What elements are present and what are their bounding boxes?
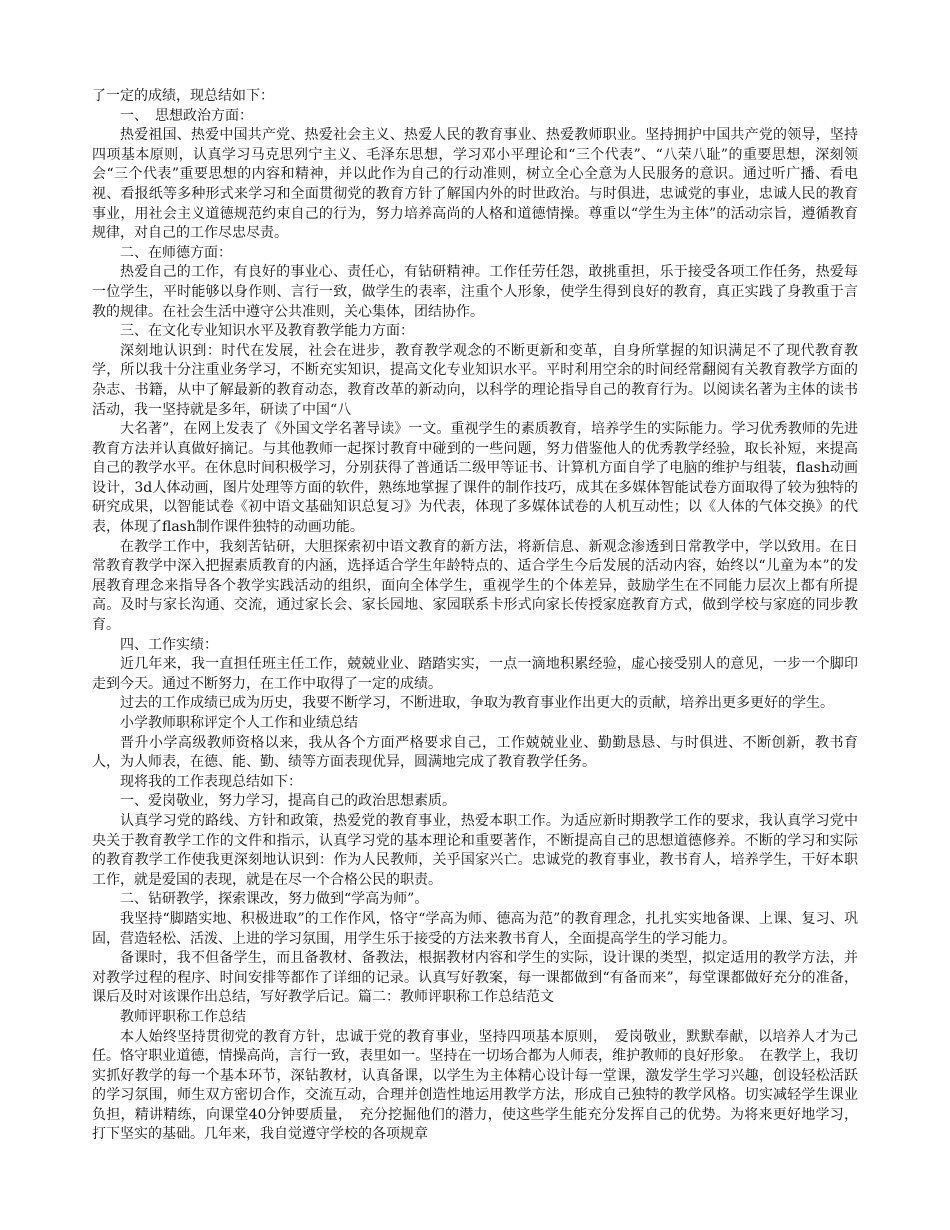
paragraph-promotion: 晋升小学高级教师资格以来，我从各个方面严格要求自己，工作兢兢业业、勤勤恳恳、与时俱进、不断创新，教书育人，为人师表，在德、能、勤、绩等方面表现优异，圆满地完成了教育教学任务。 (92, 734, 858, 771)
heading-research: 二、钻研教学，探索课改，努力做到“学高为师”。 (120, 891, 429, 908)
heading-dedication: 一、爱岗敬业，努力学习，提高自己的政治思想素质。 (120, 793, 456, 810)
section-title-summary: 小学教师职称评定个人工作和业绩总结 (120, 715, 358, 731)
paragraph-achievements: 近几年来，我一直担任班主任工作，兢兢业业、踏踏实实，一点一滴地积累经验，虚心接受别人的意见，一步一个脚印走到今天。通过不断努力，在工作中取得了一定的成绩。 (92, 656, 858, 692)
heading-achievements: 四、工作实绩： (120, 636, 218, 653)
heading-political: 一、 思想政治方面： (120, 107, 253, 124)
paragraph-reading: 大名著”，在网上发表了《外国文学名著导读》一文。重视学生的素质教育，培养学生的实际能力。学习优秀教师的先进教育方法并认真做好摘记。与其他教师一起探讨教育中碰到的一些问题，努力借鉴他人的优秀教学经验，取长补短，来提高自己的教学水平。在休息时间积极学习，分别获得了普通话二级甲等证书、计算机方面自学了电脑的维护与组装，flash动画设计，3d人体动画，图片处理等方面的软件，熟练地掌握了课件的制作技巧，成其在多媒体智能试卷方面取得了较为独特的研究成果，以智能试卷《初中语文基础知识总复习》为代表，体现了多媒体试卷的人机互动性；以《人体的气体交换》的代表，体现了flash制作课件独特的动画功能。 (92, 421, 858, 536)
document-body (92, 87, 858, 1145)
paragraph-intro: 了一定的成绩，现总结如下： (92, 88, 274, 104)
paragraph-dedication: 认真学习党的路线、方针和政策，热爱党的教育事业，热爱本职工作。为适应新时期教学工作的要求，我认真学习党中央关于教育教学工作的文件和指示，认真学习党的基本理论和重要著作，不断提高自己的思想道德修养。不断的学习和实际的教育教学工作使我更深刻地认识到：作为人民教师，关乎国家兴亡。忠诚党的教育事业，教书育人，培养学生，干好本职工作，就是爱国的表现，就是在尽一个合格公民的职责。 (92, 812, 858, 888)
paragraph-future: 过去的工作成绩已成为历史，我要不断学习，不断进取，争取为教育事业作出更大的贡献，培养出更多更好的学生。 (120, 695, 834, 712)
paragraph-preparation: 备课时，我不但备学生，而且备教材、备教法，根据教材内容和学生的实际，设计课的类型，拟定适用的教学方法，并对教学过程的程序、时间安排等都作了详细的记录。认真写好教案，每一课都做到“有备而来”，每堂课都做好充分的准备，课后及时对该课作出总结，写好教学后记。篇二：教师评职称工作总结范文 (92, 950, 858, 1006)
paragraph-knowledge: 深刻地认识到：时代在发展，社会在进步，教育教学观念的不断更新和变革，自身所掌握的知识满足不了现代教育教学，所以我十分注重业务学习，不断充实知识，提高文化专业知识水平。平时利用空余的时间经常翻阅有关教育教学方面的杂志、书籍，从中了解最新的教育动态，教育改革的新动向，以科学的理论指导自己的教育行为。以阅读名著为主体的读书活动，我一坚持就是多年，研读了中国“八 (92, 342, 858, 418)
paragraph-ethics: 热爱自己的工作，有良好的事业心、责任心，有钻研精神。工作任劳任怨，敢挑重担，乐于接受各项工作任务，热爱每一位学生，平时能够以身作则、言行一致，做学生的表率，注重个人形象，使学生得到良好的教育，真正实践了身教重于言教的规律。在社会生活中遵守公共准则，关心集体，团结协作。 (92, 264, 858, 320)
paragraph-overview: 现将我的工作表现总结如下： (120, 773, 302, 790)
paragraph-political: 热爱祖国、热爱中国共产党、热爱社会主义、热爱人民的教育事业、热爱教师职业。坚持拥护中国共产党的领导，坚持四项基本原则，认真学习马克思列宁主义、毛泽东思想，学习邓小平理论和“三个代表”、“八荣八耻”的重要思想，深刻领会“三个代表”重要思想的内容和精神，并以此作为自己的行动准则，树立全心全意为人民服务的意识。通过听广播、看电视、看报纸等多种形式来学习和全面贯彻党的教育方针了解国内外的时世政治。与时俱进，忠诚党的事业，忠诚人民的教育事业，用社会主义道德规范约束自己的行为，努力培养高尚的人格和道德情操。尊重以“学生为主体”的活动宗旨，遵循教育规律，对自己的工作尽忠尽责。 (92, 127, 858, 242)
heading-knowledge: 三、在文化专业知识水平及教育教学能力方面： (120, 323, 414, 340)
paragraph-teaching: 在教学工作中，我刻苦钻研，大胆探索初中语文教育的新方法，将新信息、新观念渗透到日常教学中，学以致用。在日常教育教学中深入把握素质教育的内涵，选择适合学生年龄特点的、适合学生今后发展的活动内容，始终以“儿童为本”的发展教育理念来指导各个教学实践活动的组织，面向全体学生，重视学生的个体差异，鼓励学生在不同能力层次上都有所提高。及时与家长沟通、交流，通过家长会、家长园地、家园联系卡形式向家长传授家庭教育方式，做到学校与家庭的同步教育。 (92, 538, 858, 634)
section-title-evaluation: 教师评职称工作总结 (120, 1008, 246, 1025)
paragraph-research: 我坚持“脚踏实地、积极进取”的工作作风，恪守“学高为师、德高为范”的教育理念，扎扎实实地备课、上课、复习、巩固，营造轻松、活泼、上进的学习氛围，用学生乐于接受的方法来教书育人，全面提高学生的学习能力。 (92, 910, 858, 947)
paragraph-evaluation: 本人始终坚持贯彻党的教育方针，忠诚于党的教育事业，坚持四项基本原则， 爱岗敬业，默默奉献，以培养人才为己任。恪守职业道德，情操高尚，言行一致，表里如一。坚持在一切场合都为人师表，维护教师的良好形象。 在教学上，我切实抓好教学的每一个基本环节，深钻教材，认真备课，以学生为主体精心设计每一堂课，激发学生学习兴趣，创设轻松活跃的学习氛围，师生双方密切合作，交流互动，合理并创造性地运用教学方法，形成自己独特的教学风格。切实减轻学生课业负担，精讲精练，向课堂40分钟要质量， 充分挖掘他们的潜力，使这些学生能充分发挥自己的优势。为将来更好地学习，打下坚实的基础。几年来，我自觉遵守学校的各项规章 (92, 1028, 858, 1143)
heading-ethics: 二、在师德方面： (120, 244, 232, 261)
